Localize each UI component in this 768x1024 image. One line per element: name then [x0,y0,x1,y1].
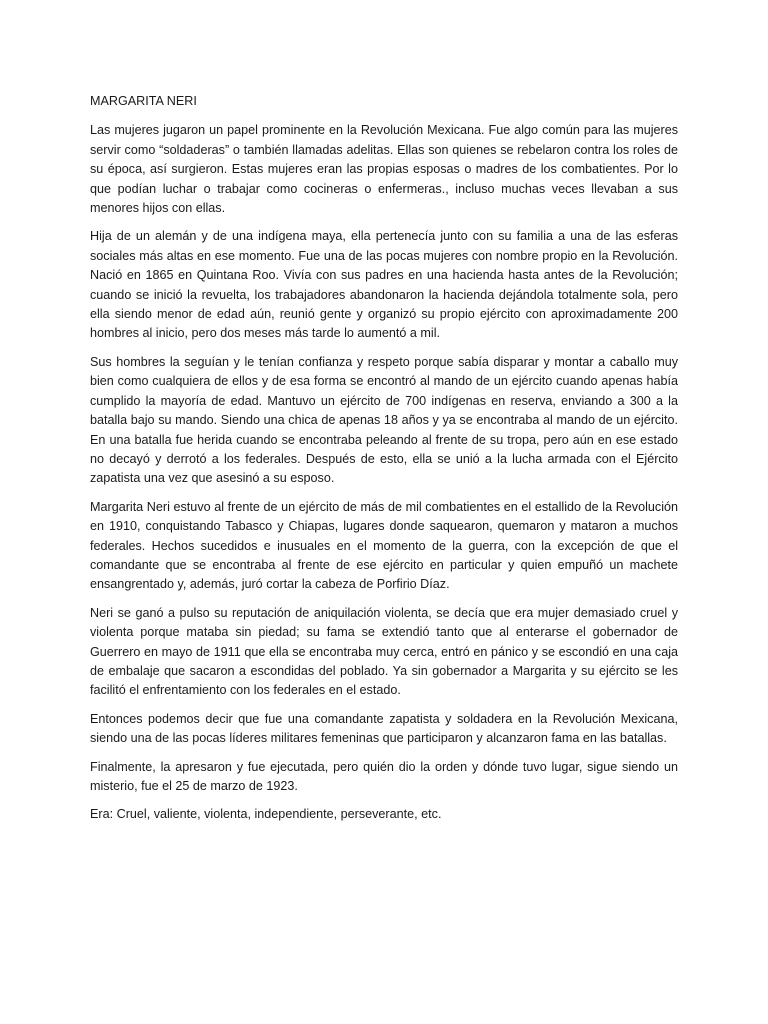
paragraph-origins: Hija de un alemán y de una indígena maya, ella pertenecía junto con su familia a una de las esferas sociales más altas en ese momento. Fue una de las pocas mujeres con nombre propio en la Revolución. Nació en 1865 en Quintana Roo. Vivía con sus padres en una hacienda hasta antes de la Revolución; cuando se inició la revuelta, los trabajadores abandonaron la hacienda dejándola totalmente sola, pero ella siendo menor de edad aún, reunió gente y organizó su propio ejército con aproximadamente 200 hombres al inicio, pero dos meses más tarde lo aumentó a mil. [90,229,678,341]
paragraph-campaign: Margarita Neri estuvo al frente de un ejército de más de mil combatientes en el estallido de la Revolución en 1910, conquistando Tabasco y Chiapas, lugares donde saquearon, quemaron y mataron a muchos federales. Hechos sucedidos e inusuales en el momento de la guerra, con la excepción de que el comandante que se encontraba al frente de ese ejército en particular y quien empuñó un machete ensangrentado y, además, juró cortar la cabeza de Porfirio Díaz. [90,499,678,592]
document-page [90,92,678,834]
document-title: MARGARITA NERI [90,94,197,108]
paragraph-traits: Era: Cruel, valiente, violenta, independiente, perseverante, etc. [90,807,442,822]
paragraph-summary: Entonces podemos decir que fue una comandante zapatista y soldadera en la Revolución Mexicana, siendo una de las pocas líderes militares femeninas que participaron y alcanzaron fama en las batallas. [90,711,678,746]
paragraph-execution: Finalmente, la apresaron y fue ejecutada, pero quién dio la orden y dónde tuvo lugar, sigue siendo un misterio, fue el 25 de marzo de 1923. [90,759,678,793]
paragraph-soldaderas: Las mujeres jugaron un papel prominente en la Revolución Mexicana. Fue algo común para las mujeres servir como “soldaderas” o también llamadas adelitas. Ellas son quienes se rebelaron contra los roles de su época, así surgieron. Estas mujeres eran las propias esposas o madres de los combatientes. Por lo que podían luchar o trabajar como cocineras o enfermeras., incluso muchas veces llevaban a sus menores hijos con ellas. [90,123,678,216]
paragraph-reputation: Neri se ganó a pulso su reputación de aniquilación violenta, se decía que era mujer demasiado cruel y violenta porque mataba sin piedad; su fama se extendió tanto que al enterarse el gobernador de Guerrero en mayo de 1911 que ella se encontraba muy cerca, entró en pánico y se escondió en una caja de embalaje que sacaron a escondidas del poblado. Ya sin gobernador a Margarita y su ejército se les facilitó el enfrentamiento con los federales en el estado. [90,605,678,698]
paragraph-command: Sus hombres la seguían y le tenían confianza y respeto porque sabía disparar y montar a caballo muy bien como cualquiera de ellos y de esa forma se encontró al mando de un ejército cuando apenas había cumplido la mayoría de edad. Mantuvo un ejército de 700 indígenas en reserva, enviando a 300 a la batalla bajo su mando. Siendo una chica de apenas 18 años y ya se encontraba al mando de un ejército. En una batalla fue herida cuando se encontraba peleando al frente de su tropa, pero aún en ese estado no decayó y derrotó a los federales. Después de esto, ella se unió a la lucha armada con el Ejército zapatista una vez que asesinó a su esposo. [90,354,678,486]
